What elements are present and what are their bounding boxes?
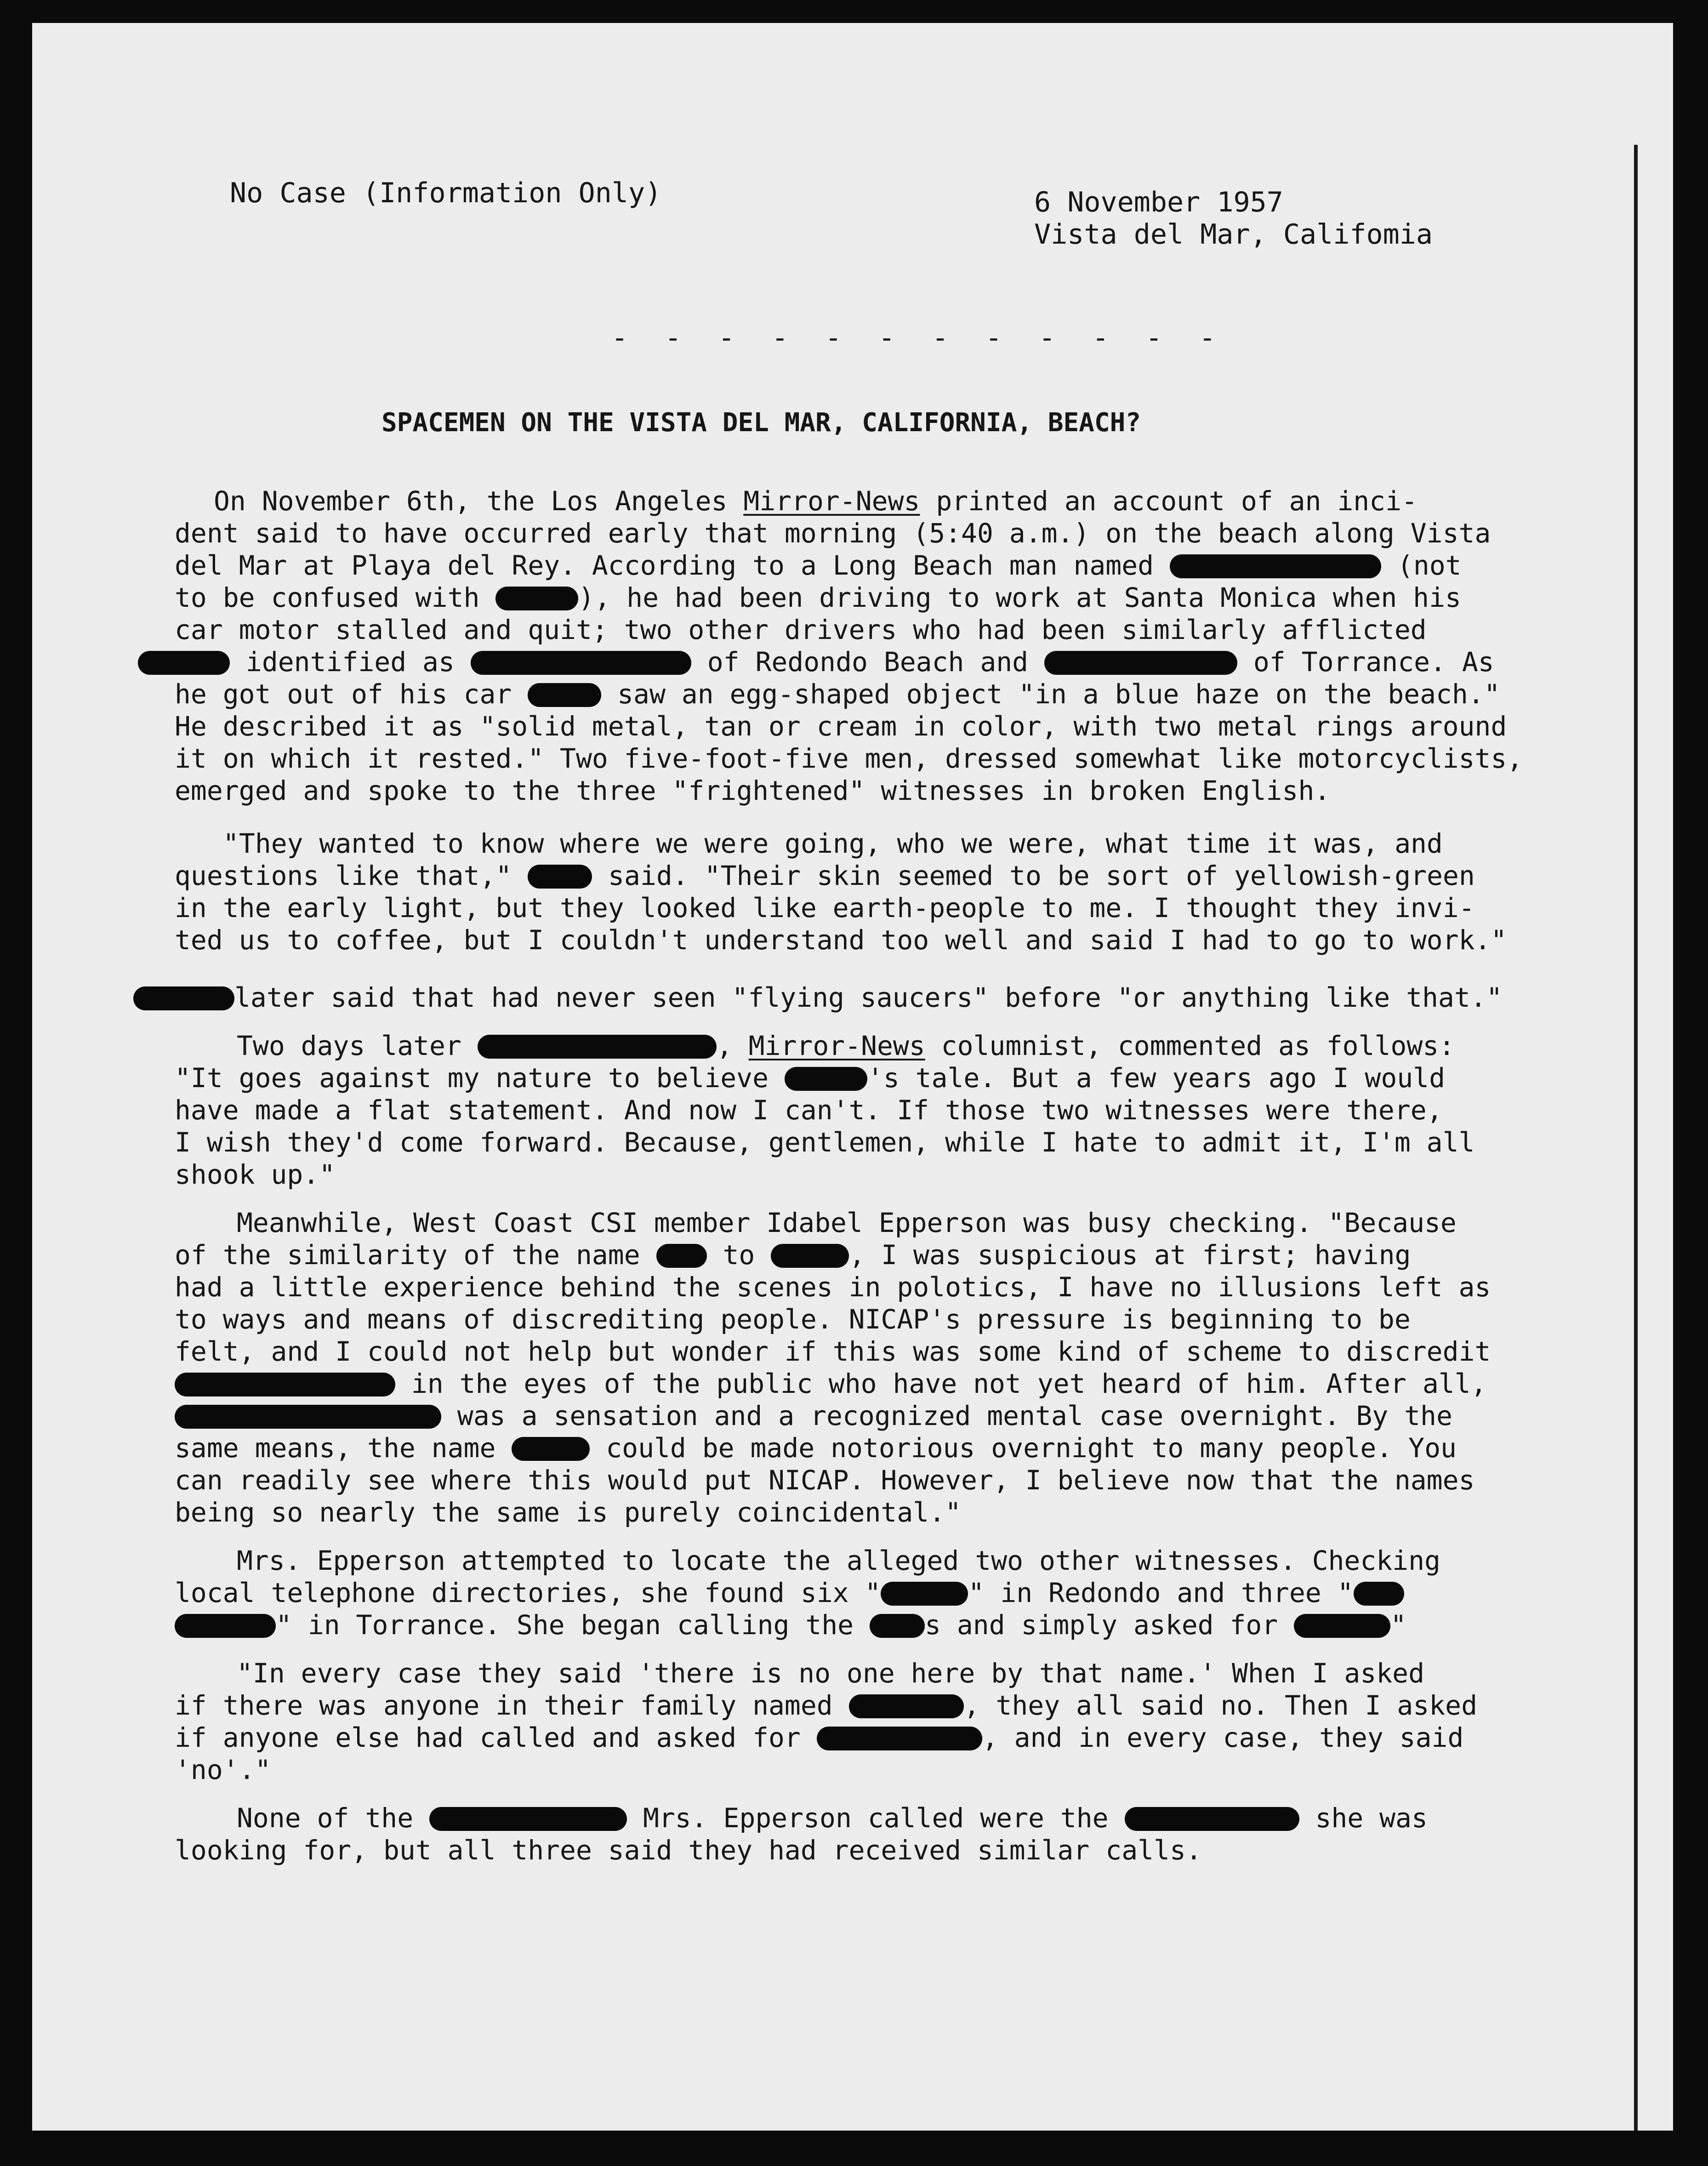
text-line: felt, and I could not help but wonder if this was some kind of scheme to discredit (175, 1336, 1491, 1367)
text-line: 'no'." (175, 1754, 271, 1785)
text-line: emerged and spoke to the three "frightened" witnesses in broken English. (175, 775, 1331, 806)
redaction-mark (1044, 651, 1237, 675)
redaction-mark (656, 1244, 707, 1268)
redaction-mark (1354, 1582, 1404, 1606)
text-line: can readily see where this would put NICAP. However, I believe now that the names (175, 1465, 1475, 1496)
redaction-mark (870, 1614, 925, 1638)
redaction-mark (175, 1405, 441, 1429)
text-line: it on which it rested." Two five-foot-five men, dressed somewhat like motorcyclists, (175, 743, 1523, 774)
redaction-mark (512, 1437, 590, 1461)
text-line: car motor stalled and quit; two other drivers who had been similarly afflicted (175, 614, 1427, 645)
text-line: del Mar at Playa del Rey. According to a Long Beach man named (not (175, 550, 1462, 581)
redaction-mark (478, 1035, 717, 1059)
page-edge-line (1634, 145, 1638, 2131)
text-line: shook up." (175, 1159, 336, 1190)
text-line: " in Torrance. She began calling the s and simply asked for " (175, 1609, 1406, 1641)
text-line: Meanwhile, West Coast CSI member Idabel Epperson was busy checking. "Because (237, 1207, 1457, 1238)
text-line: to be confused with ), he had been driving to work at Santa Monica when his (175, 582, 1461, 613)
text-line: On November 6th, the Los Angeles Mirror-News printed an account of an inci- (214, 485, 1418, 517)
separator-line: - - - - - - - - - - - - (611, 322, 1226, 354)
text-line: have made a flat statement. And now I can't. If those two witnesses were there, (175, 1094, 1443, 1126)
redaction-mark (1170, 554, 1381, 578)
text-line: "In every case they said 'there is no one here by that name.' When I asked (237, 1658, 1425, 1689)
text-line: in the early light, but they looked like earth-people to me. I thought they invi- (175, 892, 1475, 923)
redaction-mark (881, 1582, 968, 1606)
text-line: of the similarity of the name to , I was suspicious at first; having (175, 1239, 1411, 1271)
redaction-mark (528, 683, 601, 707)
text-line: was a sensation and a recognized mental case overnight. By the (175, 1400, 1452, 1432)
text-line: None of the Mrs. Epperson called were the she was (237, 1802, 1428, 1834)
redaction-mark (1294, 1614, 1390, 1638)
redaction-mark (528, 865, 592, 889)
text-line: if there was anyone in their family named , they all said no. Then I asked (175, 1690, 1478, 1721)
redaction-mark (175, 1373, 395, 1396)
redaction-mark (471, 651, 691, 675)
redaction-mark (817, 1727, 982, 1750)
text-line: "It goes against my nature to believe 's tale. But a few years ago I would (175, 1062, 1446, 1094)
text-line: dent said to have occurred early that morning (5:40 a.m.) on the beach along Vista (175, 518, 1491, 549)
redaction-mark (1125, 1807, 1299, 1831)
text-line: He described it as "solid metal, tan or cream in color, with two metal rings around (175, 711, 1507, 742)
text-line: looking for, but all three said they had received similar calls. (175, 1835, 1202, 1866)
redaction-mark (175, 1614, 276, 1638)
text-line: being so nearly the same is purely coincidental." (175, 1497, 962, 1528)
text-line: same means, the name could be made notorious overnight to many people. You (175, 1432, 1457, 1464)
redaction-mark (133, 986, 234, 1010)
text-line: Two days later , Mirror-News columnist, commented as follows: (237, 1030, 1455, 1061)
text-line: had a little experience behind the scenes in polotics, I have no illusions left as (175, 1271, 1491, 1303)
text-line: later said that had never seen "flying saucers" before "or anything like that." (133, 981, 1503, 1014)
redaction-mark (138, 651, 230, 675)
text-line: in the eyes of the public who have not yet heard of him. After all, (175, 1368, 1487, 1400)
text-line: local telephone directories, she found six " " in Redondo and three " (175, 1577, 1404, 1609)
text-line: questions like that," said. "Their skin seemed to be sort of yellowish-green (175, 860, 1475, 891)
case-label: No Case (Information Only) (230, 177, 662, 209)
text-line: "They wanted to know where we were going, who we were, what time it was, and (223, 828, 1443, 859)
text-line: identified as of Redondo Beach and of Torrance. As (138, 646, 1494, 678)
text-line: to ways and means of discrediting people. NICAP's pressure is beginning to be (175, 1304, 1411, 1335)
text-line: if anyone else had called and asked for , and in every case, they said (175, 1722, 1464, 1753)
document-title: SPACEMEN ON THE VISTA DEL MAR, CALIFORNIA, BEACH? (381, 408, 1141, 438)
document-location: Vista del Mar, Califomia (1034, 218, 1433, 251)
document-page (32, 23, 1673, 2131)
redaction-mark (429, 1807, 627, 1831)
text-line: ted us to coffee, but I couldn't understand too well and said I had to go to work." (175, 924, 1507, 956)
redaction-mark (849, 1694, 964, 1718)
redaction-mark (495, 587, 578, 610)
document-date: 6 November 1957 (1034, 186, 1283, 218)
text-line: he got out of his car saw an egg-shaped object "in a blue haze on the beach." (175, 678, 1500, 710)
text-line: I wish they'd come forward. Because, gentlemen, while I hate to admit it, I'm all (175, 1127, 1475, 1158)
redaction-mark (785, 1067, 867, 1091)
text-line: Mrs. Epperson attempted to locate the alleged two other witnesses. Checking (237, 1545, 1440, 1576)
redaction-mark (771, 1244, 849, 1268)
